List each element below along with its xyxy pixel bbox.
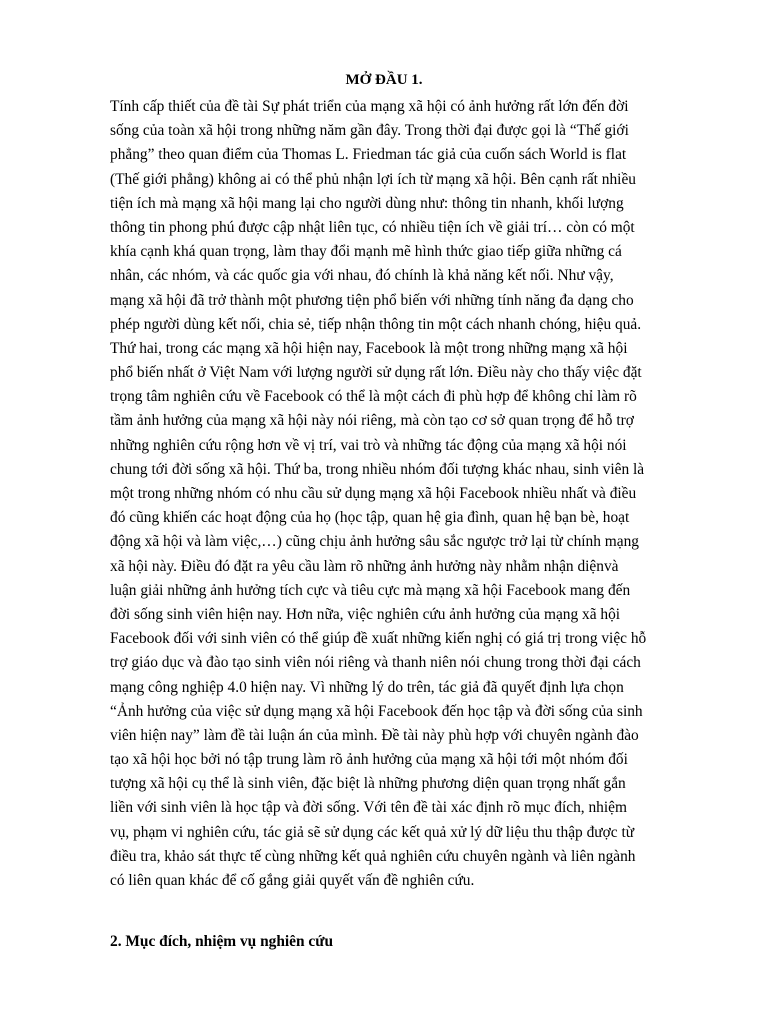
paragraph-line: chung tới đời sống xã hội. Thứ ba, trong nhiều nhóm đối tượng khác nhau, sinh viên là (110, 460, 645, 478)
paragraph-line: một trong những nhóm có nhu cầu sử dụng mạng xã hội Facebook nhiều nhất và điều (110, 485, 637, 502)
paragraph-line: Facebook đối với sinh viên có thể giúp đề xuất những kiến nghị có giá trị trong việc hỗ (110, 630, 647, 648)
paragraph-line: khía cạnh khá quan trọng, làm thay đổi mạnh mẽ hình thức giao tiếp giữa những cá (110, 243, 622, 261)
paragraph-line: nhân, các nhóm, và các quốc gia với nhau, đó chính là khả năng kết nối. Như vậy, (110, 267, 614, 285)
section-heading: 2. Mục đích, nhiệm vụ nghiên cứu (110, 933, 334, 950)
paragraph-line: tiện ích mà mạng xã hội mang lại cho người dùng như: thông tin nhanh, khối lượng (110, 194, 624, 212)
paragraph-line: viên hiện nay” làm đề tài luận án của mình. Đề tài này phù hợp với chuyên ngành đào (110, 726, 639, 744)
paragraph-line: thông tin phong phú được cập nhật liên tục, có nhiều tiện ích về giải trí… còn có một (110, 218, 635, 236)
paragraph-line: trợ giáo dục và đào tạo sinh viên nói riêng và thanh niên nói chung trong thời đại cách (110, 654, 641, 672)
body-paragraph (110, 95, 696, 893)
paragraph-line: Thứ hai, trong các mạng xã hội hiện nay, Facebook là một trong những mạng xã hội (110, 339, 628, 357)
paragraph-line: “Ảnh hưởng của việc sử dụng mạng xã hội Facebook đến học tập và đời sống của sinh (110, 702, 643, 720)
paragraph-line: đó cũng khiến các hoạt động của họ (học tập, quan hệ gia đình, quan hệ bạn bè, hoạt (110, 509, 630, 527)
paragraph-line: Tính cấp thiết của đề tài Sự phát triển của mạng xã hội có ảnh hưởng rất lớn đến đời (110, 98, 629, 115)
paragraph-line: tượng xã hội cụ thể là sinh viên, đặc biệt là những phương diện quan trọng nhất gắn (110, 775, 626, 793)
paragraph-line: phổ biến nhất ở Việt Nam với lượng người sử dụng rất lớn. Điều này cho thấy việc đặt (110, 364, 642, 382)
paragraph-line: vụ, phạm vi nghiên cứu, tác giả sẽ sử dụng các kết quả xử lý dữ liệu thu thập được từ (110, 823, 635, 841)
paragraph-line: luận giải những ảnh hưởng tích cực và tiêu cực mà mạng xã hội Facebook mang đến (110, 581, 631, 599)
paragraph-line: mạng công nghiệp 4.0 hiện nay. Vì những lý do trên, tác giả đã quyết định lựa chọn (110, 678, 624, 696)
paragraph-line: điều tra, khảo sát thực tế cùng những kết quả nghiên cứu chuyên ngành và liên ngành (110, 847, 636, 865)
document-title: MỞ ĐẦU 1. (345, 72, 423, 88)
paragraph-line: những nghiên cứu rộng hơn về vị trí, vai trò và những tác động của mạng xã hội nói (110, 436, 627, 454)
paragraph-line: mạng xã hội đã trở thành một phương tiện phổ biến với những tính năng đa dạng cho (110, 291, 634, 309)
paragraph-line: liền với sinh viên là học tập và đời sống. Với tên đề tài xác định rõ mục đích, nhiệm (110, 799, 627, 817)
paragraph-line: xã hội này. Điều đó đặt ra yêu cầu làm rõ những ảnh hưởng này nhằm nhận diệnvà (110, 557, 619, 575)
paragraph-line: tầm ảnh hưởng của mạng xã hội này nói riêng, mà còn tạo cơ sở quan trọng để hỗ trợ (110, 412, 634, 430)
paragraph-line: đời sống sinh viên hiện nay. Hơn nữa, việc nghiên cứu ảnh hưởng của mạng xã hội (110, 605, 621, 623)
paragraph-line: tạo xã hội học bởi nó tập trung làm rõ ảnh hưởng của mạng xã hội tới một nhóm đối (110, 751, 628, 769)
paragraph-line: động xã hội và làm việc,…) cũng chịu ảnh hưởng sâu sắc ngược trở lại từ chính mạng (110, 533, 639, 551)
paragraph-line: (Thế giới phẳng) không ai có thể phủ nhận lợi ích từ mạng xã hội. Bên cạnh rất nhiều (110, 170, 636, 188)
paragraph-line: phép người dùng kết nối, chia sẻ, tiếp nhận thông tin một cách nhanh chóng, hiệu quả. (110, 315, 642, 333)
paragraph-line: có liên quan khác để cố gắng giải quyết vấn đề nghiên cứu. (110, 872, 475, 889)
paragraph-line: trọng tâm nghiên cứu về Facebook có thể là một cách đi phù hợp để không chỉ làm rõ (110, 388, 637, 406)
paragraph-line: phẳng” theo quan điểm của Thomas L. Friedman tác giả của cuốn sách World is flat (110, 146, 627, 164)
paragraph-line: sống của toàn xã hội trong những năm gần đây. Trong thời đại được gọi là “Thế giới (110, 122, 629, 140)
